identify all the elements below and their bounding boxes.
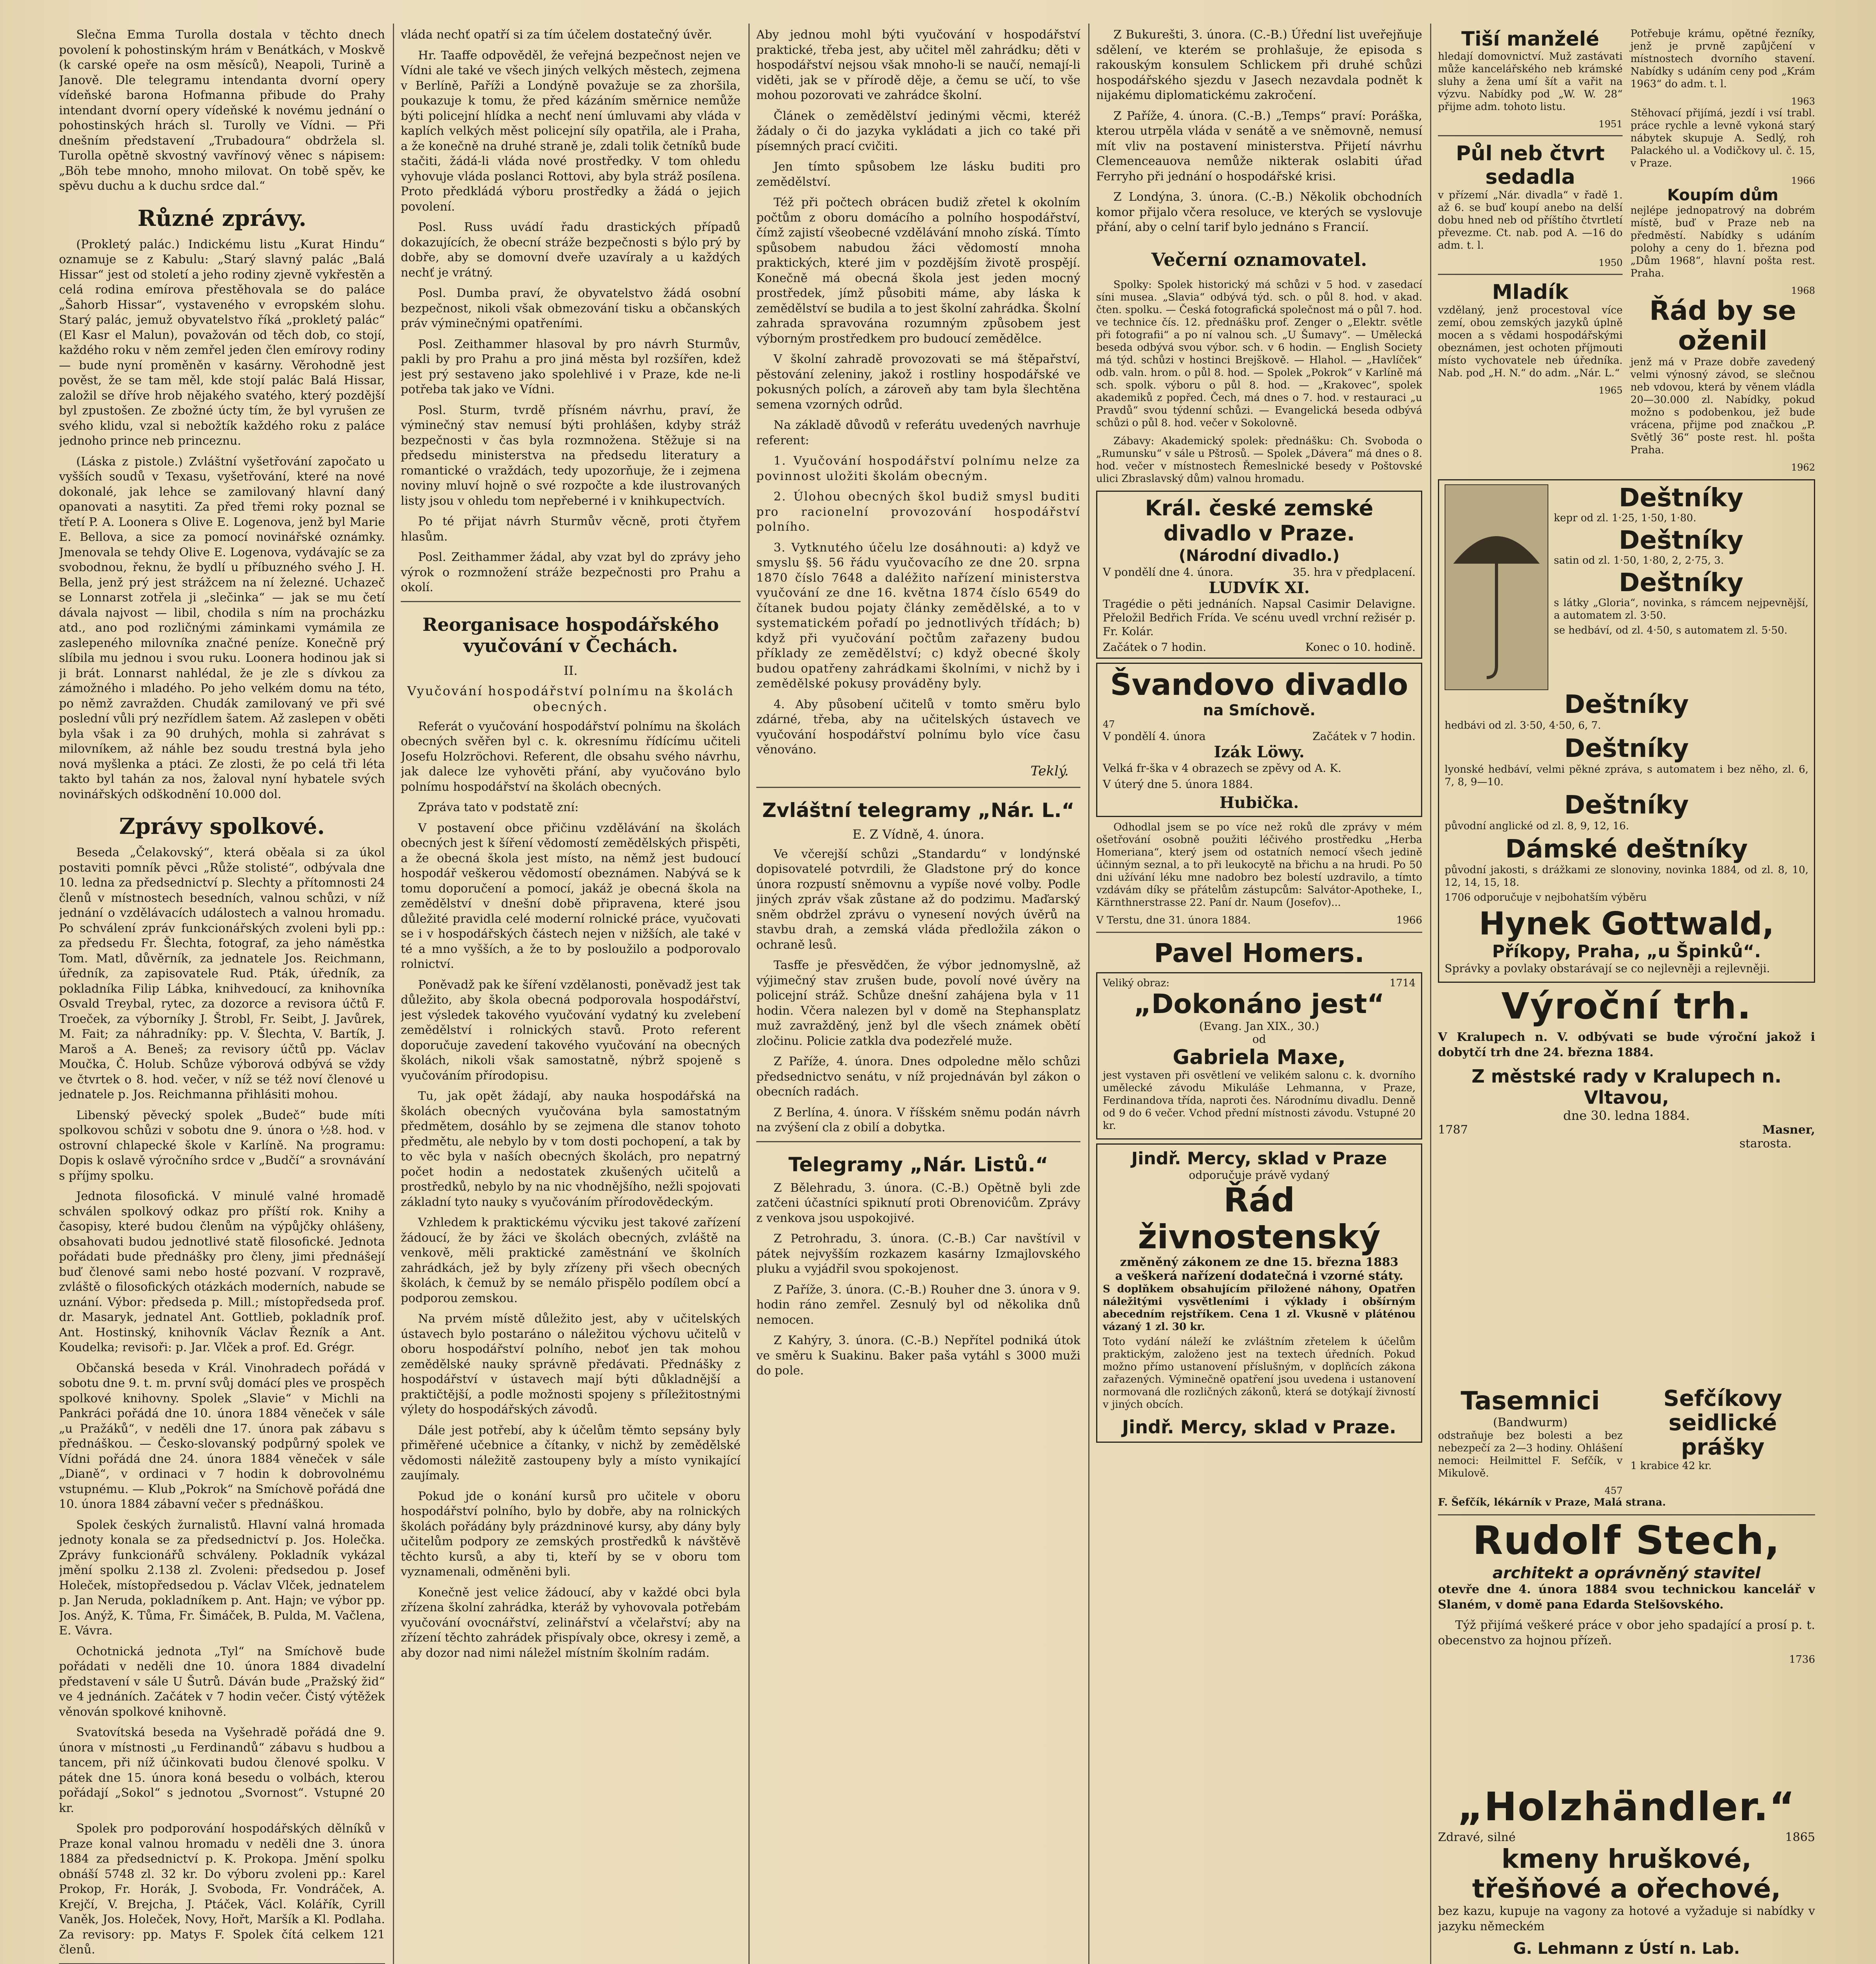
classified-left xyxy=(1438,27,1623,473)
play-description: Tragédie o pěti jednáních. Napsal Casimir Delavigne. Přeložil Bedřich Frída. Ve scénu uvedl vrchní režisér p. Fr. Kolár. xyxy=(1103,597,1416,638)
ad-text: Týž přijímá veškeré práce v obor jeho spadající a prosí p. t. obecenstvo za hojnou přízeň. xyxy=(1438,1618,1815,1647)
classified-text: vzdělaný, jenž procestoval více zemí, obou zemských jazyků úplně mocen a s vědami hospodářskými obeznámen, jest ochoten příjmouti místo vychovatele neb úředníka. Nab. pod „H. N.“ do adm. „Nár. L.“ xyxy=(1438,304,1623,379)
timber-heading: „Holzhändler.“ xyxy=(1457,1784,1796,1830)
divider xyxy=(401,601,741,602)
article-text: 4. Aby působení učitelů v tomto směru bylo zdárné, třeba, aby na učitelských ústavech ve vyučování hospodářství polnímu bylo více času věnováno. xyxy=(756,697,1080,757)
umbrella-ad xyxy=(1438,479,1815,983)
signatory-role: starosta. xyxy=(1739,1137,1792,1151)
article-text: Z Berlína, 4. února. V říšském sněmu podán návrh na zvýšení cla z obilí a dobytka. xyxy=(756,1105,1080,1134)
ad-number: 1968 xyxy=(1791,285,1815,296)
performance-date: V úterý dne 5. února 1884. xyxy=(1103,777,1253,791)
signatory: Masner, xyxy=(1762,1123,1815,1137)
performance-date: V pondělí dne 4. února. xyxy=(1103,565,1234,579)
price-line: s látky „Gloria“, novinka, s rámcem nejpevnější, a automatem zl. 3·50. xyxy=(1554,597,1808,621)
umbrella-heading: Deštníky xyxy=(1564,690,1689,719)
ad-number: 1950 xyxy=(1598,257,1623,268)
divider xyxy=(1438,274,1623,275)
umbrella-heading: Deštníky xyxy=(1564,791,1689,820)
article-text: 3. Vytknutého účelu lze dosáhnouti: a) když ve smyslu §§. 56 řádu vyučovacího ze dne 20. srpna 1870 číslo 7648 a daléžito nařízení ministerstva vyučování ze dne 16. května 1874 číslo 6549 do čítanek budou pojaty články zemědělské, a to v systematickém pořadí po jednotlivých třídách; b) když při vyučování počtům zařazeny budou příklady ze zemědělství; c) když obecné školy budou opatřeny zahrádkami školními, v nichž by i zemědělské pokusy prováděny byly. xyxy=(756,540,1080,691)
fair-text: V Kralupech n. V. odbývati se bude výroční jakož i dobytčí trh dne 24. března 1884. xyxy=(1438,1030,1815,1059)
classified-title: Koupím dům xyxy=(1667,186,1779,204)
umbrella-heading: Dámské deštníky xyxy=(1505,835,1748,864)
article-text: Jednota filosofická. V minulé valné hromadě schválen spolkový odkaz pro příští rok. Knihy a časopisy, které budou členům na výpůjčky ohlášeny, obsahovati budou jednotlivé statě filosofické. Jednota pořádati bude přednášky pro členy, jimi přednášejí buď členové sami nebo hosté pozvaní. V rozpravě, zvláště o filosofických otázkách moderních, nabude se uznání. Výbor: předseda p. Mill.; místopředseda prof. dr. Masaryk, jednatel Ant. Gottlieb, pokladník prof. Ant. Hostinský, knihovník Václav Řezník a Ant. Koudelka; revisoři: p. Jar. Vlček a prof. Ed. Grégr. xyxy=(59,1189,385,1354)
classified-title: Mladík xyxy=(1492,280,1569,304)
ad-text: 1 krabice 42 kr. xyxy=(1630,1460,1712,1472)
article-text: Konečně jest velice žádoucí, aby v každé obci byla zřízena školní zahrádka, kteráž by vyhovovala potřebám vyučování ovocnářství, zelinářství a včelařství; aby na zřízení těchto zahrádek přispívaly obce, okresy i země, a aby dozor nad nimi náležel místním školním radám. xyxy=(401,1585,741,1660)
article-text: Posl. Sturm, tvrdě přísném návrhu, praví, že výminečný stav nemusí býti prohlášen, kdyby stráž bezpečnosti v čas byla rozmnožena. Stěžuje si na předsedu ministerstva na předsedu literatury a romantické o vraždách, tedy upozorňuje, že i zejmena noviny mluví hojně o své rozpočte a kde ilustrovaných listy jsou v ohledu tom nepřeberné i v knihkupectvích. xyxy=(401,403,741,508)
article-text: (Prokletý palác.) Indickému listu „Kurat Hindu“ oznamuje se z Kabulu: „Starý slavný palác „Balá Hissar“ jest od století a jeho rodiny zjevně vykřestěn a celá rodina emírova přestěhovala se do paláce „Šahorb Hissar“, vystaveného v evropském slohu. Starý palác, jemuž obyvatelstvo říká „prokletý palác“ (El Kasr el Malun), považován od těch dob, co stojí, každého roku v něm zemřel jeden člen emírovy rodiny — bude nyní proměněn v kasárny. Věrohodně jest pověst, že se tam měl, kde stojí palác Balá Hissar, založil se dříve hrob nějakého svatého, který pozdější byl zpustošen. Ze zbožné úcty tím, že byl vyrušen ze svého klidu, vzal si nebožtík každého roku z paláce jednoho prince neb princeznu. xyxy=(59,237,385,448)
column-5-timber xyxy=(1438,1783,1815,1964)
play-title: Izák Löwy. xyxy=(1214,742,1305,761)
article-text: Spolky: Spolek historický má schůzi v 5 hod. v zasedací síni musea. „Slavia“ odbývá týd. sch. o půl 8. hod. v akad. čten. spolku. — Česká fotografická společnost má o půl 7. hod. ve technice čís. 12. přednášku prof. Zenger o „Elektr. světle při fotografii“ a po ní valnou sch. „U Šumavy“. — Umělecká beseda odbývá svou výbor. sch. v 6 hodin. — English Society má týd. schůzi v hostinci Brejškově. — Hlahol. — „Havlíček“ odb. valn. hrom. o půl 8. hod. — Spolek „Pokrok“ v Karlíně má sch. spolk. výboru o půl 8. hod. — „Krakovec“, spolek akademiků z popřed. Čech, má dnes o 7. hod. v restauraci „u Pravdů“ svou týdenní schůzi. — Evangelická beseda odbývá schůzi o půl 8. hod. večer v Sokolovně. xyxy=(1096,278,1422,429)
column-rule xyxy=(1088,24,1089,1964)
timber-goods: kmeny hruškové, třešňové a ořechové, xyxy=(1472,1844,1781,1904)
ad-kicker: Zdravé, silné xyxy=(1438,1830,1516,1844)
price-line: hedbávi od zl. 3·50, 4·50, 6, 7. xyxy=(1445,720,1601,731)
section-heading: Různé zprávy. xyxy=(138,205,306,231)
divider xyxy=(1438,135,1623,136)
ad-number: 1966 xyxy=(1396,914,1422,926)
article-text: Občanská beseda v Král. Vinohradech pořádá v sobotu dne 9. t. m. první svůj domácí ples ve prospěch spolkové knihovny. Spolek „Slavie“ v Michli na Pankráci pořádá dne 10. února 1884 věneček v sále „u Pražáků“, v neděli dne 17. února pak zábavu s přednáškou. — Česko-slovanský podpůrný spolek ve Vídni pořádá dne 24. února 1884 věneček v sále „Dianě“, v ordinaci v 7 hodin k dobrovolnému vstupnému. — Klub „Pokrok“ na Smíchově pořádá dne 10. února 1884 zábavní večer s přednáškou. xyxy=(59,1361,385,1511)
painting-subtitle: (Evang. Jan XIX., 30.) xyxy=(1199,1019,1319,1033)
ad-text: odporučuje právě vydaný xyxy=(1188,1168,1330,1182)
start-time: Začátek v 7 hodin. xyxy=(1312,729,1416,743)
article-text: Ochotnická jednota „Tyl“ na Smíchově bude pořádati v neděli dne 10. února 1884 divadelní představení v sále U Šutrů. Dáván bude „Pražský žid“ ve 4 jednáních. Začátek v 7 hodin večer. Čistý výtěžek věnován spolkové knihovně. xyxy=(59,1644,385,1719)
section-heading: Telegramy „Nár. Listů.“ xyxy=(788,1153,1049,1176)
column-5 xyxy=(1438,27,1815,1383)
play-title: LUDVÍK XI. xyxy=(1208,578,1310,597)
performance-date: V pondělí 4. února xyxy=(1103,729,1206,743)
play-title: Hubička. xyxy=(1219,793,1299,812)
article-text: Svatovítská beseda na Vyšehradě pořádá dne 9. února v místnosti „u Ferdinandů“ zábavu s hudbou a tancem, při níž účinkovati budou členové spolku. V pátek dne 15. února koná besedu o volbách, kterou pořádají „Sokol“ s jednotou „Svornost“. Vstupné 20 kr. xyxy=(59,1726,385,1815)
section-heading: Reorganisace hospodářského vyučování v Čechách. xyxy=(422,614,719,656)
article-text: vláda nechť opatří si za tím účelem dostatečný úvěr. xyxy=(401,28,712,42)
article-text: Z Bukurešti, 3. února. (C.-B.) Úřední list uveřejňuje sdělení, ve kterém se prohlašuje, že episoda s rakouským konsulem Schlickem při druhé schůzi hospodářského sjezdu v Jasech nezavdala podnět k nijakému diplomatickému zakročení. xyxy=(1096,28,1422,102)
article-text: Z Paříže, 4. února. Dnes odpoledne mělo schůzi předsednictvo senátu, v níž projednáván byl zákon o obecních radách. xyxy=(756,1055,1080,1099)
article-text: Spolek českých žurnalistů. Hlavní valná hromada jednoty konala se za předsednictví p. Jos. Holečka. Zprávy funkcionářů schváleny. Pokladník vykázal jmění spolku 2.138 zl. Zvoleni: předsedou p. Josef Holeček, místopředsedou p. Václav Vlček, jednatelem p. Jan Neruda, pokladníkem p. Ant. Hajn; ve výbor pp. Jos. Anýž, K. Tůma, Fr. Šimáček, B. Pulda, M. Vačlena, E. Vávra. xyxy=(59,1518,385,1638)
umbrella-heading: Deštníky xyxy=(1619,568,1744,597)
ad-text: jest vystaven při osvětlení ve velikém salonu c. k. dvorního umělecké závodu Mikuláše Lehmanna, v Praze, Ferdinandova třída, naproti čes. Národnímu divadlu. Denně od 9 do 6 večer. Vchod přední místnosti závodu. Vstupné 20 kr. xyxy=(1103,1069,1416,1132)
fair-issuer: Z městské rady v Kralupech n. Vltavou, xyxy=(1471,1066,1782,1108)
tapeworm-ad xyxy=(1438,1387,1623,1496)
classified-title: Řád by se oženil xyxy=(1649,295,1796,356)
column-rule xyxy=(393,24,394,1964)
publisher-ad xyxy=(1096,1143,1422,1443)
umbrella-heading: Deštníky xyxy=(1619,484,1744,513)
theater-announcement xyxy=(1096,491,1422,659)
article-text: Z Londýna, 3. února. (C.-B.) Několik obchodních komor přijalo včera resoluce, ve kterých se vyslovuje přání, aby o celní tarif bylo jednáno s Francií. xyxy=(1096,190,1422,234)
painter-name: Gabriela Maxe, xyxy=(1172,1045,1346,1069)
umbrella-list xyxy=(1554,484,1808,690)
article-text: Tasffe je přesvědčen, že výbor jednomyslně, až výjimečný stav zrušen bude, povolí nové úvěry na policejní stráž. Schůze dnešní zahájena byla v 11 hodin. Včera nalezen byl v domě na Stephansplatz muž zavražděný, jenž byl dle všech známek obětí zločinu. Policie zatkla dva podezřelé muže. xyxy=(756,958,1080,1048)
section-heading: Večerní oznamovatel. xyxy=(1151,249,1367,270)
ad-text: Toto vydání náleží ke zvláštním zřetelem k účelům praktickým, založeno jest na textech úředních. Pokud možno přímo ustanovení příslušným, v doplňcích zákona zařazených. Výminečně opatření jsou uvedena i ustanovení normovaná dle rozličných zákonů, která se dotýkají živností v jiných obcích. xyxy=(1103,1336,1416,1411)
column-5-lower xyxy=(1438,1387,1815,1779)
price-line: 1706 odporučuje v nejbohatším výběru xyxy=(1445,892,1647,903)
publisher-name: Jindř. Mercy, sklad v Praze xyxy=(1131,1148,1387,1169)
article-text: Hr. Taaffe odpověděl, že veřejná bezpečnost nejen ve Vídni ale také ve všech jiných velkých městech, zejmena v Berlíně, Paříži a Londýně považuje se za zhoršila, poukazuje k tomu, že před kázáním směrnice nemůže býti policejní hlídka a nechť není úmluvami aby vláda v kaplích velkých měst policejní síly opatřila, ale i Praha, a že konečně na druhé straně je, zdali tolik četníků bude stačiti, žádá-li vláda nové prostředky. V tom ohledu vyhovuje vláda poslanci Rottovi, aby byla stráž posílena. Proto předkládá výboru prostředky a žádá o jejich povolení. xyxy=(401,48,741,214)
book-title: Řád živnostenský xyxy=(1138,1180,1381,1256)
ad-text: otevře dne 4. února 1884 svou technickou kancelář v Slaném, v domě pana Edarda Stelšovského. xyxy=(1438,1583,1815,1612)
ad-number: 1965 xyxy=(1598,385,1623,396)
price-line: lyonské hedbáví, velmi pěkné zpráva, s automatem i bez něho, zl. 6, 7, 8, 9—10. xyxy=(1445,764,1808,788)
article-text: Zábavy: Akademický spolek: přednášku: Ch. Svoboda o „Rumunsku“ v sále u Pštrosů. — Spolek „Dávera“ má dnes o 8. hod. večer v místnostech Řemeslnické besedy v Poštovské ulici Zbraslavský dům) valnou hromadu. xyxy=(1096,435,1422,485)
article-text: Z Kahýry, 3. února. (C.-B.) Nepřítel podniká útok ve směru k Suakinu. Baker paša vytáhl s 3000 muži do pole. xyxy=(756,1334,1080,1378)
article-text: Spolek pro podporování hospodářských dělníků v Praze konal valnou hromadu v neděli dne 3. února 1884 za předsednictví p. K. Prokopa. Jmění spolku obnáší 5748 zl. 32 kr. Do výboru zvoleni pp.: Karel Prokop, Fr. Horák, J. Svoboda, Fr. Vondráček, A. Krejčí, V. Brejcha, J. Ptáček, Václ. Kolářík, Cyrill Vaněk, Jos. Holeček, Novy, Hořt, Maršík a Kl. Podlaha. Za revisory: pp. Matys F. Spolek čítá celkem 121 členů. xyxy=(59,1822,385,1957)
classified-text: hledají domovnictví. Muž zastávati může kancelářského neb krámské sluhy a žena umí šít a vařit na výzvu. Nabídky pod „W. W. 28“ přijme adm. tohoto listu. xyxy=(1438,51,1623,113)
article-text: Aby jednou mohl býti vyučování v hospodářství praktické, třeba jest, aby učitel měl zahrádku; děti v hospodářství nejsou však mnoho-li se naučí, nemají-li viděti, jak se v přírodě děje, a čemu se učí, to vše mohou pozorovati ve zahrádce školní. xyxy=(756,28,1080,102)
article-text: V školní zahradě provozovati se má štěpařství, pěstování zeleniny, jakož i rostliny hospodářské ve pokusných polích, a zároveň aby tam byla šlechtěna semena vzorných odrůd. xyxy=(756,352,1080,412)
performance-note: 35. hra v předplacení. xyxy=(1293,565,1416,579)
price-line: kepr od zl. 1·25, 1·50, 1·80. xyxy=(1554,512,1696,524)
article-text: Dále jest potřebí, aby k účelům těmto sepsány byly přiměřené učebnice a čítanky, v nichž by zemědělské vědomosti náležitě zastoupeny byly a místo vynikající zaujímaly. xyxy=(401,1423,741,1482)
ad-number: 457 xyxy=(1605,1485,1623,1496)
architect-name: Rudolf Stech, xyxy=(1473,1517,1781,1563)
ad-number: 1736 xyxy=(1789,1654,1815,1665)
price-line: satin od zl. 1·50, 1·80, 2, 2·75, 3. xyxy=(1554,555,1724,566)
article-text: V postavení obce přičinu vzdělávání na školách obecných jest k šíření vědomostí zemědělských přispěti, a že obecná škola jest místo, na němž jest budoucí hospodář veškerou vědomostí obeznámen. Nabývá se k tomu doporučení a pomocí, jakáž je obecná škola na zemědělství v dnešní době připravena, které jsou důležité pravidla celé moderní rolnické práce, vyučovati se i v hospodářských částech nejen v nižších, ale také v té a mno vyšších, a že to by posloužilo a podporovalo rolnictví. xyxy=(401,821,741,971)
article-text: Slečna Emma Turolla dostala v těchto dnech povolení k pohostinským hrám v Benátkách, v Moskvě (k carské opeře na osm měsíců), Neapoli, Turině a Janově. Dle telegramu intendanta dvorní opery vídeňské barona Hofmanna přibude do Prahy intendant dvorní opery vídeňské k novému jednání o pohostinských hrách sl. Turolly ve Vídni. — Při dnešním představení „Trubadoura“ obdržela sl. Turolla opětně skvostný vavřínový věnec s nápisem: „Böh tebe mnoho, mnoho milovat. On tobě spěv, ke spěvu duchu a k duchu srdce dal.“ xyxy=(59,28,385,193)
buyer-name: G. Lehmann z Ústí n. Lab. xyxy=(1513,1940,1740,1958)
article-text: Na základě důvodů v referátu uvedených navrhuje referent: xyxy=(756,418,1080,447)
ad-number: 1962 xyxy=(1791,462,1815,473)
theater-subtitle: (Národní divadlo.) xyxy=(1179,546,1340,565)
article-text: Referát o vyučování hospodářství polnímu na školách obecných svěřen byl c. k. okresnímu řídícímu učiteli Josefu Holzröchovi. Referent, dle obsahu svého návrhu, jak dalece lze vyhověti přání, aby vyučováno bylo polnímu hospodářství na školách obecných. xyxy=(401,719,741,794)
section-heading: Zprávy spolkové. xyxy=(119,813,325,839)
column-rule xyxy=(1430,24,1431,1964)
notice-text: Odhodlal jsem se po více než roků dle zprávy v mém ošetřování osobně použiti léčivého prostředku „Herba Homeriana“, který jsem od ostatních nemocí všech jedině účinným seznal, a to při leukocytě na břichu a na hrudi. Po 50 dni užívání léku mne nadobro bez bolestí uzdravilo, a tímto vzdávám díky se přátelům zástupcům: Salvátor-Apotheke, I., Kärnthnerstrasse 22. Paní dr. Naum (Josefov)... xyxy=(1096,821,1422,909)
divider xyxy=(756,787,1080,788)
article-text: Z Bělehradu, 3. února. (C.-B.) Opětně byli zde zatčeni účastníci spiknutí proti Obrenovićům. Zprávy z venkova jsou uspokojivé. xyxy=(756,1181,1080,1225)
ad-number: 1951 xyxy=(1598,119,1623,130)
divider xyxy=(756,1141,1080,1142)
divider xyxy=(1096,932,1422,933)
ad-connector: od xyxy=(1252,1032,1266,1046)
classified-right xyxy=(1630,27,1815,473)
ad-text: S doplňkem obsahujícím přiložené náhony, Opatřen náležitými vysvětleními i výklady i obšírným abecedním rejstříkem. Cena 1 zl. Vkusně v pláténou vázaný 1 zl. 30 kr. xyxy=(1103,1283,1416,1333)
umbrella-illustration xyxy=(1445,484,1548,690)
ad-kicker: Veliký obraz: xyxy=(1103,977,1170,989)
author-signature: Teklý. xyxy=(1030,763,1069,779)
ad-number: 1865 xyxy=(1785,1830,1815,1844)
theater-title: Král. české zemské divadlo v Praze. xyxy=(1145,495,1374,546)
painting-artist: Pavel Homers. xyxy=(1154,938,1364,968)
price-line: se hedbáví, od zl. 4·50, s automatem zl. 5·50. xyxy=(1554,625,1788,636)
book-subtitle: změněný zákonem ze dne 15. března 1883 xyxy=(1120,1255,1399,1269)
ad-text: odstraňuje bez bolesti a bez nebezpečí za 2—3 hodiny. Ohlášení nemoci: Heilmittel F. Sefčík, v Mikulově. xyxy=(1438,1430,1623,1479)
price-line: původní jakosti, s drážkami ze slonoviny, novinka 1884, od zl. 8, 10, 12, 14, 15, 18. xyxy=(1445,864,1808,889)
article-text: Posl. Zeithammer hlasoval by pro návrh Sturmův, pakli by pro Prahu a pro jiná města byl rozšířen, kdež jest prý sestaveno jako spolehlivé i v Praze, kde ne-li potřeba tak jako ve Vídni. xyxy=(401,337,741,396)
article-text: Též při počtech obrácen budiž zřetel k okolním počtům z oboru domácího a polního hospodářství, čímž zajistí všeobecné vzdělávání mnoho získá. Tímto spůsobem nabudou žáci vědomostí mnoha praktických, které jim v pozdějším životě prospějí. Konečně má obecná škola jest jeden mocný prostředek, jímž působiti máme, aby láska k zemědělství se budila a to jest školní zahrádka. Školní zahrada spravována rozumným způsobem jest výborným prostředkem pro budoucí zemědělce. xyxy=(756,196,1080,346)
section-heading: Zvláštní telegramy „Nár. L.“ xyxy=(762,799,1075,822)
column-1 xyxy=(59,27,385,1964)
theater-announcement xyxy=(1096,663,1422,817)
column-2 xyxy=(401,27,741,1964)
classified-title: Půl neb čtvrt sedadla xyxy=(1456,142,1605,189)
article-text: Zpráva tato v podstatě zní: xyxy=(418,801,579,814)
ad-number: 1714 xyxy=(1389,977,1416,989)
article-text: Z Paříže, 4. února. (C.-B.) „Temps“ praví: Poráška, kterou utrpěla vláda v senátě a ve sněmovně, nemusí mít vliv na postavení ministerstva. Přijetí návrhu Clemenceauova nemůže nikterak oslabiti úřad Ferryho při jednání o hospodářské krisi. xyxy=(1096,109,1422,183)
article-text: Z Petrohradu, 3. února. (C.-B.) Car navštívil v pátek nejvyšším rozkazem kasárny Izmajlovského pluku a vyjádřil svou spokojenost. xyxy=(756,1232,1080,1276)
ad-number: 1963 xyxy=(1791,96,1815,107)
article-text: Libenský pěvecký spolek „Budeč“ bude míti spolkovou schůzi v sobotu dne 9. února o ½8. hod. v ostrovní chlapecké škole v Karlíně. Na programu: Dopis k oslavě výročního srdce v „Budčí“ a srovnávání s příjmy spolku. xyxy=(59,1108,385,1183)
merchant-name: Hynek Gottwald, xyxy=(1479,905,1774,942)
ad-number: 1966 xyxy=(1791,175,1815,186)
article-text: (Láska z pistole.) Zvláštní vyšetřování započato u vyšších soudů v Texasu, vyšetřování, které na nové dokonalé, jak lehce se zamilovaný hlavní daný opanovati a nasytiti. Za před třemi roky poznal se třetí P. A. Loonera s Olive E. Logenova, jenž byl Marie E. Bellova, a sice za pomocí novinářské oznámky. Jmenovala se tehdy Olive E. Logenova, vydávajíc se za svobodnou, řeknu, že bydlí u příbuzného svého J. H. Bella, jenž prý jest strážcem na ní železné. Uchazeč se Lonnarst zotřela ji „slečinka“ — jak se mu četí dávala najvost — libil, chodila s ním na procházku atd., ano pod rozličnými záminkami vymámila ze zaslepeného milovníka značné peníze. Konečně prý slíbila mu jednou i svou ruku. Loonera hodinou jak si ji brát. Lonnarst nahlédal, že je zle s dívkou za zámožného i mladého. Po jeho velkém domu na této, po němž zavražden. Chudák zamilovaný ve při své poslední vůli prý nezřídlem šatem. Až zaslepen v oběti byla však i za 90 druhých, mohla si zahrávat s milovníkem, až náhle bez soudu trestná byla jeho nová myšlenka a ptáci. Ze zlosti, že po celá tři léta takto byl tahán za nos, žaloval nyní hybatele svých novinářských odškodnění 10.000 dol. xyxy=(59,454,385,801)
classified-text: Stěhovací přijímá, jezdí i vsí trabl. práce rychle a levně vykoná starý nábytek skupuje A. Sedlý, roh Palackého ul. a Vodičkovy ul. č. 15, v Praze. xyxy=(1630,107,1815,169)
classified-text: jenž má v Praze dobře zavedený velmi výnosný závod, se slečnou neb vdovou, která by věnem vládla 20—30.000 zl. Nabídky, pokud možno s podobenkou, jež bude vrácena, přijme pod značkou „P. Světlý 36“ poste rest. hl. pošta Praha. xyxy=(1630,356,1815,456)
article-text: Jen tímto spůsobem lze lásku buditi pro zemědělství. xyxy=(756,160,1080,189)
article-text: Pokud jde o konání kursů pro učitele v oboru hospodářství polního, bylo by dobře, aby na rolnických školách pořádány byly prázdninové kursy, aby dány byly učitelům podpory ze zemských prostředků k návštěvě těchto kursů, a aby ti, kteří by se v oboru tom vyznamenali, odměněni byli. xyxy=(401,1489,741,1579)
book-subtitle: a veškerá nařízení dodatečná i vzorné státy. xyxy=(1115,1269,1403,1283)
article-text: Z Paříže, 3. února. (C.-B.) Rouher dne 3. února v 9. hodin ráno zemřel. Zesnulý byl od několika dnů nemocen. xyxy=(756,1282,1080,1327)
end-time: Konec o 10. hodině. xyxy=(1305,640,1416,654)
theater-subtitle: na Smíchově. xyxy=(1203,701,1316,719)
article-text: Posl. Dumba praví, že obyvatelstvo žádá osobní bezpečnost, nikoli však obmezování tisku a občanských práv výminečnými opatřeními. xyxy=(401,286,741,330)
ad-title: Sefčíkovy seidlické prášky xyxy=(1663,1387,1782,1460)
merchant-address: Příkopy, Praha, „u Špinků“. xyxy=(1492,942,1761,962)
publisher-name: Jindř. Mercy, sklad v Praze. xyxy=(1122,1416,1396,1438)
article-text: Článek o zemědělství jedinými věcmi, kteréž žádaly o či do jazyka vykládati a jich co také při písemných prací cvičiti. xyxy=(756,109,1080,153)
fair-date: dne 30. ledna 1884. xyxy=(1563,1108,1690,1123)
classified-text: nejlépe jednopatrový na dobrém místě, buď v Praze neb na předměstí. Nabídky s udáním polohy a ceny do 1. března pod „Dům 1968“, hlavní pošta rest. Praha. xyxy=(1630,205,1815,279)
article-text: Tu, jak opět žádají, aby nauka hospodářská na školách obecných vyučována byla samostatným předmětem, dosáhlo by se zejmena dle stanov tohoto předmětu, ale nebylo by v tom dosti pochopení, a tak by to věc byla v naších obecných školách, pro nepatrný počet hodin a nedostatek zkušených učitelů a prostředků, nebylo by na nic vhodnějšího, nežli spojovati základní tyto nauky s vyučováním přírodovědeckým. xyxy=(401,1089,741,1209)
article-text: Poněvadž pak ke šíření vzdělanosti, poněvadž jest tak důležito, aby škola obecná podporovala hospodářství, jest výsledek takového vyučování vydatný ku zvelebení zemědělství i rolnických stavů. Proto referent doporučuje zavedení takového vyučování na obecných školách, nikoli však samostatně, nýbrž spojeně s vyučováním přírodopisu. xyxy=(401,978,741,1083)
column-3 xyxy=(756,27,1080,1964)
article-text: 2. Úlohou obecných škol budiž smysl buditi pro racionelní provozování hospodářství polního. xyxy=(756,490,1080,534)
classified-text: Potřebuje krámu, opětné řezníky, jenž je prvně zapůjčení v místnostech dvorního stavení. Nabídky s udáním ceny pod „Krám 1963“ do adm. t. l. xyxy=(1630,28,1815,90)
ad-text: F. Šefčík, lékárník v Praze, Malá strana. xyxy=(1438,1497,1666,1508)
powder-ad xyxy=(1630,1387,1815,1496)
article-text: Posl. Zeithammer žádal, aby vzat byl do zprávy jeho výrok o rozmnožení stráže bezpečnosti pro Prahu a okolí. xyxy=(401,550,741,594)
fair-title: Výroční trh. xyxy=(1501,985,1752,1027)
article-text: Po té přijat návrh Sturmův věcně, proti čtyřem hlasům. xyxy=(401,515,741,544)
article-text: Na prvém místě důležito jest, aby v učitelských ústavech bylo postaráno o náležitou výchovu učitelů v oboru hospodářství polního, neboť jen tak mohou zemědělské nauky správně předávati. Přednášky z hospodářství v ústavech mají býti důkladnější a praktičtější, a podle možnosti spojeny s příležitostnými výlety do hospodářských závodů. xyxy=(401,1312,741,1416)
ad-number: 1787 xyxy=(1438,1123,1468,1137)
ad-title: Tasemnici xyxy=(1460,1387,1600,1416)
column-rule xyxy=(748,24,750,1964)
ad-number: 47 xyxy=(1103,718,1115,730)
article-text: 1. Vyučování hospodářství polnímu nelze za povinnost uložiti školám obecným. xyxy=(756,454,1080,483)
classified-text: v přízemí „Nár. divadla“ v řadě 1. až 6. se buď koupí anebo na delší dobu hned neb od příštího čtvrtletí převezme. Ct. nab. pod A. —16 do adm. t. l. xyxy=(1438,189,1623,251)
article-text: Vzhledem k praktickému výcviku jest takové zařízení žádoucí, že by žáci ve školách obecných, zvláště na venkově, měli praktické zaměstnání ve školních zahrádkách, jež by byly zřízeny při všech obecných školách, k čemuž by se nemálo přispělo podílem obcí a podporou zemskou. xyxy=(401,1216,741,1305)
subheading: Vyučování hospodářství polnímu na školách obecných. xyxy=(407,683,734,714)
column-4 xyxy=(1096,27,1422,1964)
article-text: Posl. Russ uvádí řadu drastických případů dokazujících, že obecní stráže bezpečnosti s býlo prý by dobře, aby se domovní dveře uzavíraly a u každých nechť je vrátný. xyxy=(401,220,741,280)
umbrella-heading: Deštníky xyxy=(1564,734,1689,763)
dateline: E. Z Vídně, 4. února. xyxy=(852,826,985,842)
exhibition-ad xyxy=(1096,972,1422,1140)
article-text: Beseda „Čelakovský“, která oběala si za úkol postaviti pomník pěvci „Růže stolisté“, odbývala dne 10. ledna za předsednictví p. Slechty a přítomnosti 24 členů v místnostech besedních, valnou schůzi, v níž jednání o vzdělávacích událostech a valnou hromadu. Po schválení zpráv funkcionářských zvoleni byli pp.: za předsedu Fr. Šlechta, fotograf, za jeho náměstka Tom. Matl, důvěrník, za jednatele Jos. Reichmann, úředník, za zapisovatele Rud. Pták, úředník, za pokladníka Filip Lábka, knihvedoucí, za knihovníka Osvald Treybal, rytec, za dozorce a revisora účtů F. Troeček, za výborníky J. Štrobl, Fr. Seibt, J. Javůrek, M. Fait; za náhradníky: pp. V. Šlechta, V. Bartík, J. Maroš a A. Beneš; za revisory účtů pp. Václav Moučka, Č. Holub. Schůze výborová odbývá se vždy ve čtvrtek o 8. hod. večer, v níž se též noví členové u jednatele p. Jos. Reichmanna přihlásiti mohou. xyxy=(59,846,385,1101)
umbrella-icon xyxy=(1445,485,1548,689)
painting-title: „Dokonáno jest“ xyxy=(1133,988,1385,1020)
umbrella-heading: Deštníky xyxy=(1619,526,1744,555)
notice-signature: V Terstu, dne 31. února 1884. xyxy=(1096,914,1251,926)
ad-text: Správky a povlaky obstarávají se co nejlevněji a rejlevněji. xyxy=(1445,962,1770,975)
architect-title: architekt a oprávněný stavitel xyxy=(1492,1564,1761,1582)
ad-text: bez kazu, kupuje na vagony za hotové a vyžaduje si nabídky v jazyku německém xyxy=(1438,1904,1815,1933)
ad-subtitle: (Bandwurm) xyxy=(1493,1416,1568,1429)
divider xyxy=(1438,1514,1815,1515)
theater-title: Švandovo divadlo xyxy=(1110,667,1408,702)
start-time: Začátek o 7 hodin. xyxy=(1103,640,1207,654)
price-line: původní anglické od zl. 8, 9, 12, 16. xyxy=(1445,820,1629,832)
play-description: Velká fr-ška v 4 obrazech se zpěvy od A. K. xyxy=(1103,761,1342,775)
article-text: Ve včerejší schůzi „Standardu“ v londýnské dopisovatelé potvrdili, že Gladstone prý do konce února rozpustí sněmovnu a vypíše nové volby. Podle jiných zpráv však zůstane až do podzimu. Maďarský sněm obdržel zprávu o vynesení nových úvěrů na stavbu drah, a zemská vláda předložila zákon o ochraně lesů. xyxy=(756,847,1080,952)
subheading: II. xyxy=(563,663,578,678)
classified-title: Tiší manželé xyxy=(1461,27,1599,50)
